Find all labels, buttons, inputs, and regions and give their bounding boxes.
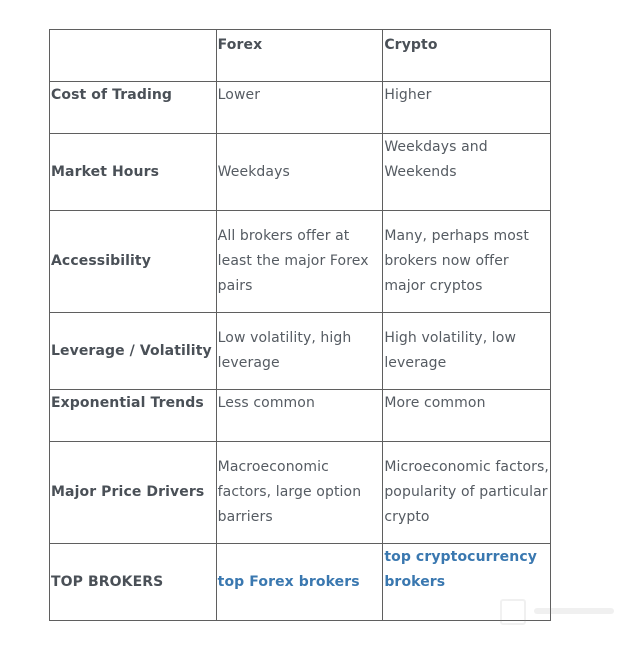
table-row xyxy=(50,390,551,442)
table-row xyxy=(50,442,551,544)
top-cryptocurrency-brokers-link[interactable]: top cryptocurrency brokers xyxy=(384,549,537,590)
forex-cost-of-trading: Lower xyxy=(216,82,383,134)
forex-exponential-trends: Less common xyxy=(216,390,383,442)
row-label-accessibility: Accessibility xyxy=(50,211,217,313)
row-label-market-hours: Market Hours xyxy=(50,134,217,211)
header-empty-cell xyxy=(50,30,217,82)
crypto-market-hours: Weekdays and Weekends xyxy=(383,134,551,211)
table-row xyxy=(50,134,551,211)
top-forex-brokers-link[interactable]: top Forex brokers xyxy=(217,573,360,590)
crypto-major-price-drivers: Microeconomic factors, popularity of particular crypto xyxy=(383,442,551,544)
table-row xyxy=(50,211,551,313)
row-label-cost-of-trading: Cost of Trading xyxy=(50,82,217,134)
forex-accessibility: All brokers offer at least the major Forex pairs xyxy=(216,211,383,313)
crypto-cost-of-trading: Higher xyxy=(383,82,551,134)
forex-major-price-drivers: Macroeconomic factors, large option barriers xyxy=(216,442,383,544)
table-row xyxy=(50,82,551,134)
crypto-exponential-trends: More common xyxy=(383,390,551,442)
row-label-top-brokers: TOP BROKERS xyxy=(50,544,217,621)
forex-top-brokers-cell xyxy=(216,544,383,621)
table-row xyxy=(50,313,551,390)
table-row xyxy=(50,544,551,621)
crypto-leverage-volatility: High volatility, low leverage xyxy=(383,313,551,390)
crypto-accessibility: Many, perhaps most brokers now offer major cryptos xyxy=(383,211,551,313)
header-crypto: Crypto xyxy=(383,30,551,82)
forex-leverage-volatility: Low volatility, high leverage xyxy=(216,313,383,390)
row-label-leverage-volatility: Leverage / Volatility xyxy=(50,313,217,390)
table-header-row xyxy=(50,30,551,82)
row-label-exponential-trends: Exponential Trends xyxy=(50,390,217,442)
comparison-table xyxy=(49,29,551,621)
forex-market-hours: Weekdays xyxy=(216,134,383,211)
row-label-major-price-drivers: Major Price Drivers xyxy=(50,442,217,544)
crypto-top-brokers-cell xyxy=(383,544,551,621)
header-forex: Forex xyxy=(216,30,383,82)
